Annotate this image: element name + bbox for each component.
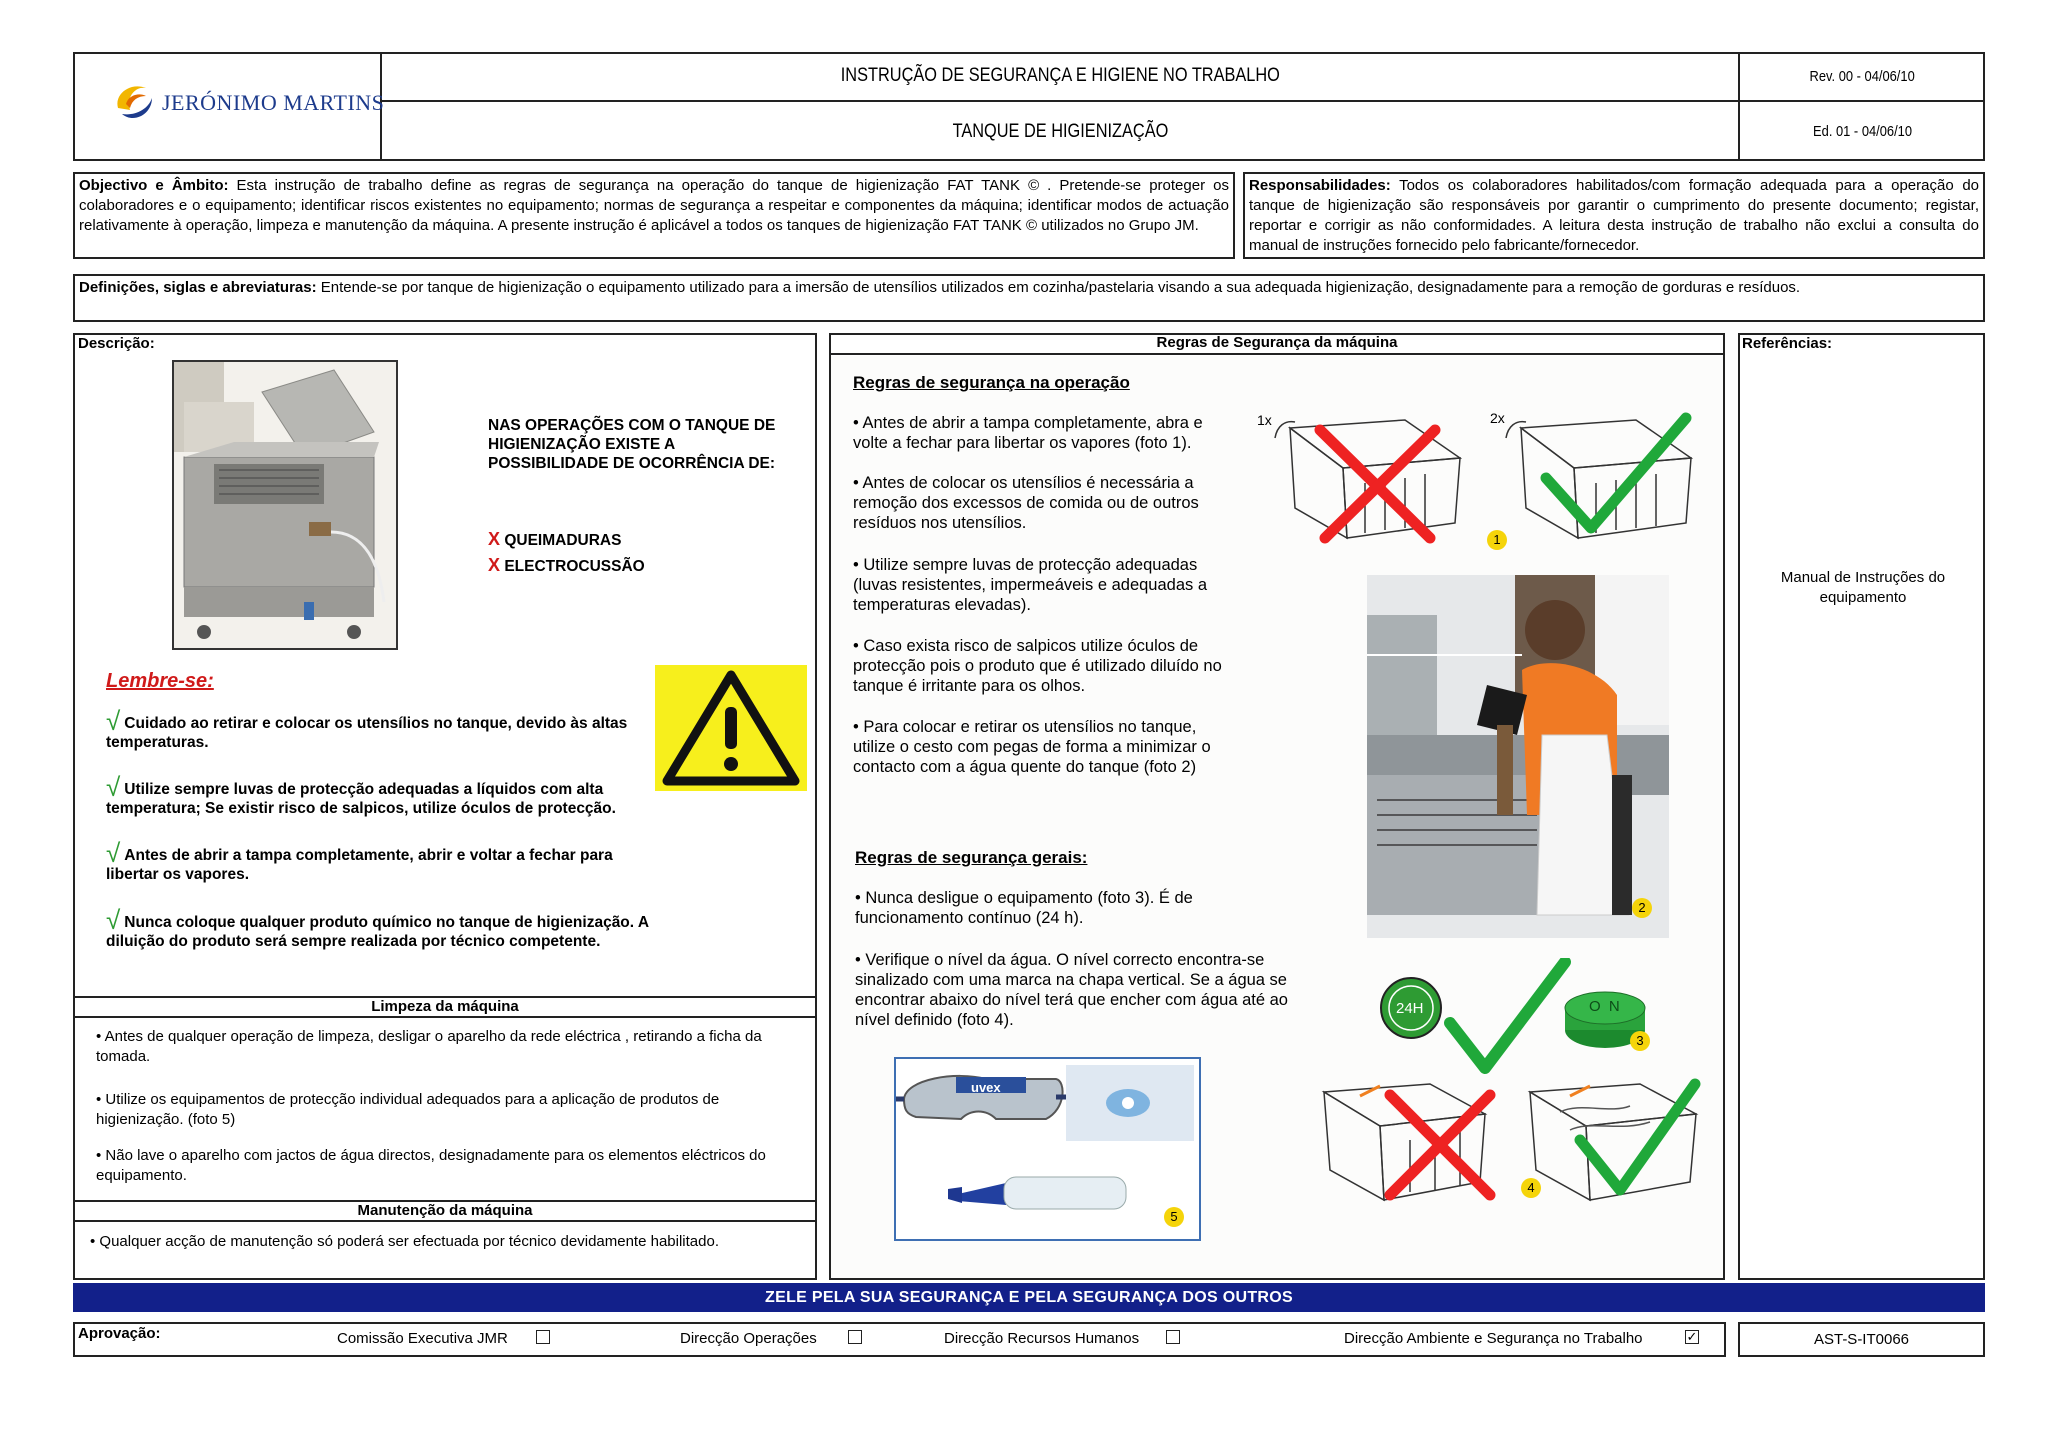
- definitions-text: Entende-se por tanque de higienização o equipamento utilizado para a imersão de utensílios utilizados em cozinha/pastelaria visando a sua adequada higienização, designadamente para a remoção de gorduras e resíduos.: [316, 279, 1801, 296]
- rules-title: Regras de Segurança da máquina: [829, 333, 1725, 355]
- objective-label: Objectivo e Âmbito:: [79, 177, 229, 194]
- photo-1-label-once: 1x: [1257, 412, 1272, 428]
- timer-24h-icon: 24H: [1396, 1000, 1424, 1017]
- photo-3-always-on: [1375, 958, 1655, 1078]
- risk-label: ELECTROCUSSÃO: [504, 558, 645, 575]
- document-code-box: [1738, 1322, 1985, 1357]
- objective-text: Esta instrução de trabalho define as regras de segurança na operação do tanque de higienização FAT TANK © . Pretende-se proteger os colaboradores e o equipamento; identificar riscos existentes no equipamento; normas de segurança a respeitar e componentes da máquina; identificar modos de actuação relativamente à operação, limpeza e manutenção da máquina. A presente instrução é aplicável a todos os tanques de higienização FAT TANK © utilizados no Grupo JM.: [79, 177, 1229, 234]
- photo-4-badge: 4: [1521, 1178, 1541, 1198]
- cleaning-item: • Utilize os equipamentos de protecção individual adequados para a aplicação de produtos de higienização. (foto 5): [96, 1091, 720, 1128]
- photo-2-worker: [1367, 575, 1669, 938]
- maintenance-item: • Qualquer acção de manutenção só poderá ser efectuada por técnico devidamente habilitado.: [90, 1233, 719, 1250]
- operation-rule: • Para colocar e retirar os utensílios no tanque, utilize o cesto com pegas de forma a minimizar o contacto com a água quente do tanque (foto 2): [853, 718, 1211, 776]
- document-code: AST-S-IT0066: [1813, 1330, 1910, 1348]
- photo-1-right: [1486, 408, 1716, 548]
- photo-2-badge: 2: [1632, 898, 1652, 918]
- operation-rule: • Antes de abrir a tampa completamente, abra e volte a fechar para libertar os vapores (foto 1).: [853, 414, 1203, 452]
- risk-x-icon: X: [488, 529, 501, 549]
- cleaning-title: Limpeza da máquina: [73, 998, 817, 1018]
- tick-icon: √: [106, 905, 121, 935]
- approval-environment-safety: Direcção Ambiente e Segurança no Trabalho: [1344, 1330, 1643, 1347]
- risk-item-burns: [488, 530, 621, 550]
- approval-environment-safety-checkbox[interactable]: ✓: [1686, 1329, 1698, 1344]
- photo-4-water-level: [1320, 1070, 1710, 1210]
- tick-icon: √: [106, 838, 121, 868]
- approval-label: Aprovação:: [78, 1325, 161, 1342]
- document-title: INSTRUÇÃO DE SEGURANÇA E HIGIENE NO TRABALHO: [840, 65, 1280, 86]
- general-rules-title: Regras de segurança gerais:: [855, 848, 1088, 867]
- general-rule: • Nunca desligue o equipamento (foto 3). É de funcionamento contínuo (24 h).: [855, 889, 1193, 927]
- definitions-label: Definições, siglas e abreviaturas:: [79, 279, 317, 296]
- logo-text: JERÓNIMO MARTINS: [162, 90, 385, 115]
- tick-icon: √: [106, 772, 121, 802]
- switch-on-icon: O N: [1589, 998, 1622, 1015]
- references-label: Referências:: [1742, 335, 1833, 352]
- risk-item-electrocution: [488, 556, 645, 576]
- risk-label: QUEIMADURAS: [504, 532, 622, 549]
- company-logo: [108, 74, 385, 130]
- references-text: Manual de Instruções do equipamento: [1780, 569, 1946, 606]
- remember-title: Lembre-se:: [106, 670, 214, 692]
- operation-rule: • Antes de colocar os utensílios é necessária a remoção dos excessos de comida ou de outros resíduos nos utensílios.: [853, 474, 1199, 532]
- reminder-2: √ Utilize sempre luvas de protecção adequadas a líquidos com alta temperatura; Se existir risco de salpicos, utilize óculos de protecção.: [106, 772, 616, 817]
- operation-rule: • Utilize sempre luvas de protecção adequadas (luvas resistentes, impermeáveis e adequadas a temperaturas elevadas).: [853, 556, 1208, 614]
- photo-3-badge: 3: [1630, 1031, 1650, 1051]
- reminder-4: √ Nunca coloque qualquer produto químico no tanque de higienização. A diluição do produto será sempre realizada por técnico competente.: [106, 905, 649, 950]
- responsibilities-box: [1243, 172, 1985, 259]
- tick-icon: √: [106, 706, 121, 736]
- reminder-1: √ Cuidado ao retirar e colocar os utensílios no tanque, devido às altas temperaturas.: [106, 706, 628, 751]
- risk-x-icon: X: [488, 555, 501, 575]
- general-rule: • Verifique o nível da água. O nível correcto encontra-se sinalizado com uma marca na chapa vertical. Se a água se encontrar abaixo do nível terá que encher com água até ao nível definido (foto 4).: [855, 951, 1288, 1029]
- objective-box: [73, 172, 1235, 259]
- approval-operations-checkbox[interactable]: [848, 1330, 862, 1344]
- photo-5-ppe: [894, 1057, 1201, 1241]
- warning-sign-icon: [655, 665, 807, 791]
- cleaning-item: • Não lave o aparelho com jactos de água directos, designadamente para os elementos eléctricos do equipamento.: [96, 1147, 766, 1184]
- goggles-brand: uvex: [971, 1080, 1001, 1095]
- photo-5-badge: 5: [1164, 1207, 1184, 1227]
- safety-banner: [73, 1283, 1985, 1312]
- definitions-box: [73, 274, 1985, 322]
- approval-executive-checkbox[interactable]: [536, 1330, 550, 1344]
- approval-hr: Direcção Recursos Humanos: [944, 1330, 1140, 1347]
- photo-1-label-twice: 2x: [1490, 410, 1505, 426]
- approval-hr-checkbox[interactable]: [1166, 1330, 1180, 1344]
- document-subtitle: TANQUE DE HIGIENIZAÇÃO: [952, 120, 1168, 142]
- photo-1-badge: 1: [1487, 530, 1507, 550]
- operation-rules-title: Regras de segurança na operação: [853, 373, 1130, 392]
- revision-info: Rev. 00 - 04/06/10: [1809, 67, 1916, 85]
- approval-operations: Direcção Operações: [680, 1330, 817, 1347]
- approval-executive: Comissão Executiva JMR: [337, 1330, 508, 1347]
- edition-info: Ed. 01 - 04/06/10: [1813, 123, 1912, 140]
- reminder-3: √ Antes de abrir a tampa completamente, abrir e voltar a fechar para libertar os vapores.: [106, 838, 613, 883]
- responsibilities-label: Responsabilidades:: [1249, 177, 1391, 194]
- maintenance-title: Manutenção da máquina: [73, 1202, 817, 1222]
- references-box: [1738, 333, 1985, 1280]
- responsibilities-text: Todos os colaboradores habilitados/com formação adequada para a operação do tanque de higienização são responsáveis por garantir o cumprimento do presente documento; registar, reportar e corrigir as não conformidades. A leitura desta instrução de trabalho não exclui a consulta do manual de instruções fornecido pelo fabricante/fornecedor.: [1249, 177, 1979, 254]
- operation-rule: • Caso exista risco de salpicos utilize óculos de protecção pois o produto que é utilizado diluído no tanque é irritante para os olhos.: [853, 637, 1222, 695]
- safety-banner-text: ZELE PELA SUA SEGURANÇA E PELA SEGURANÇA DOS OUTROS: [765, 1288, 1293, 1306]
- tank-illustration: [174, 362, 396, 648]
- cleaning-item: • Antes de qualquer operação de limpeza, desligar o aparelho da rede eléctrica , retirando a ficha da tomada.: [96, 1028, 762, 1065]
- risk-intro: NAS OPERAÇÕES COM O TANQUE DE HIGIENIZAÇÃO EXISTE A POSSIBILIDADE DE OCORRÊNCIA DE:: [488, 417, 776, 472]
- photo-1-wrong: [1255, 408, 1475, 548]
- description-label: Descrição:: [78, 335, 155, 352]
- tank-photo: [172, 360, 398, 650]
- logo-swoosh-icon: [108, 74, 162, 130]
